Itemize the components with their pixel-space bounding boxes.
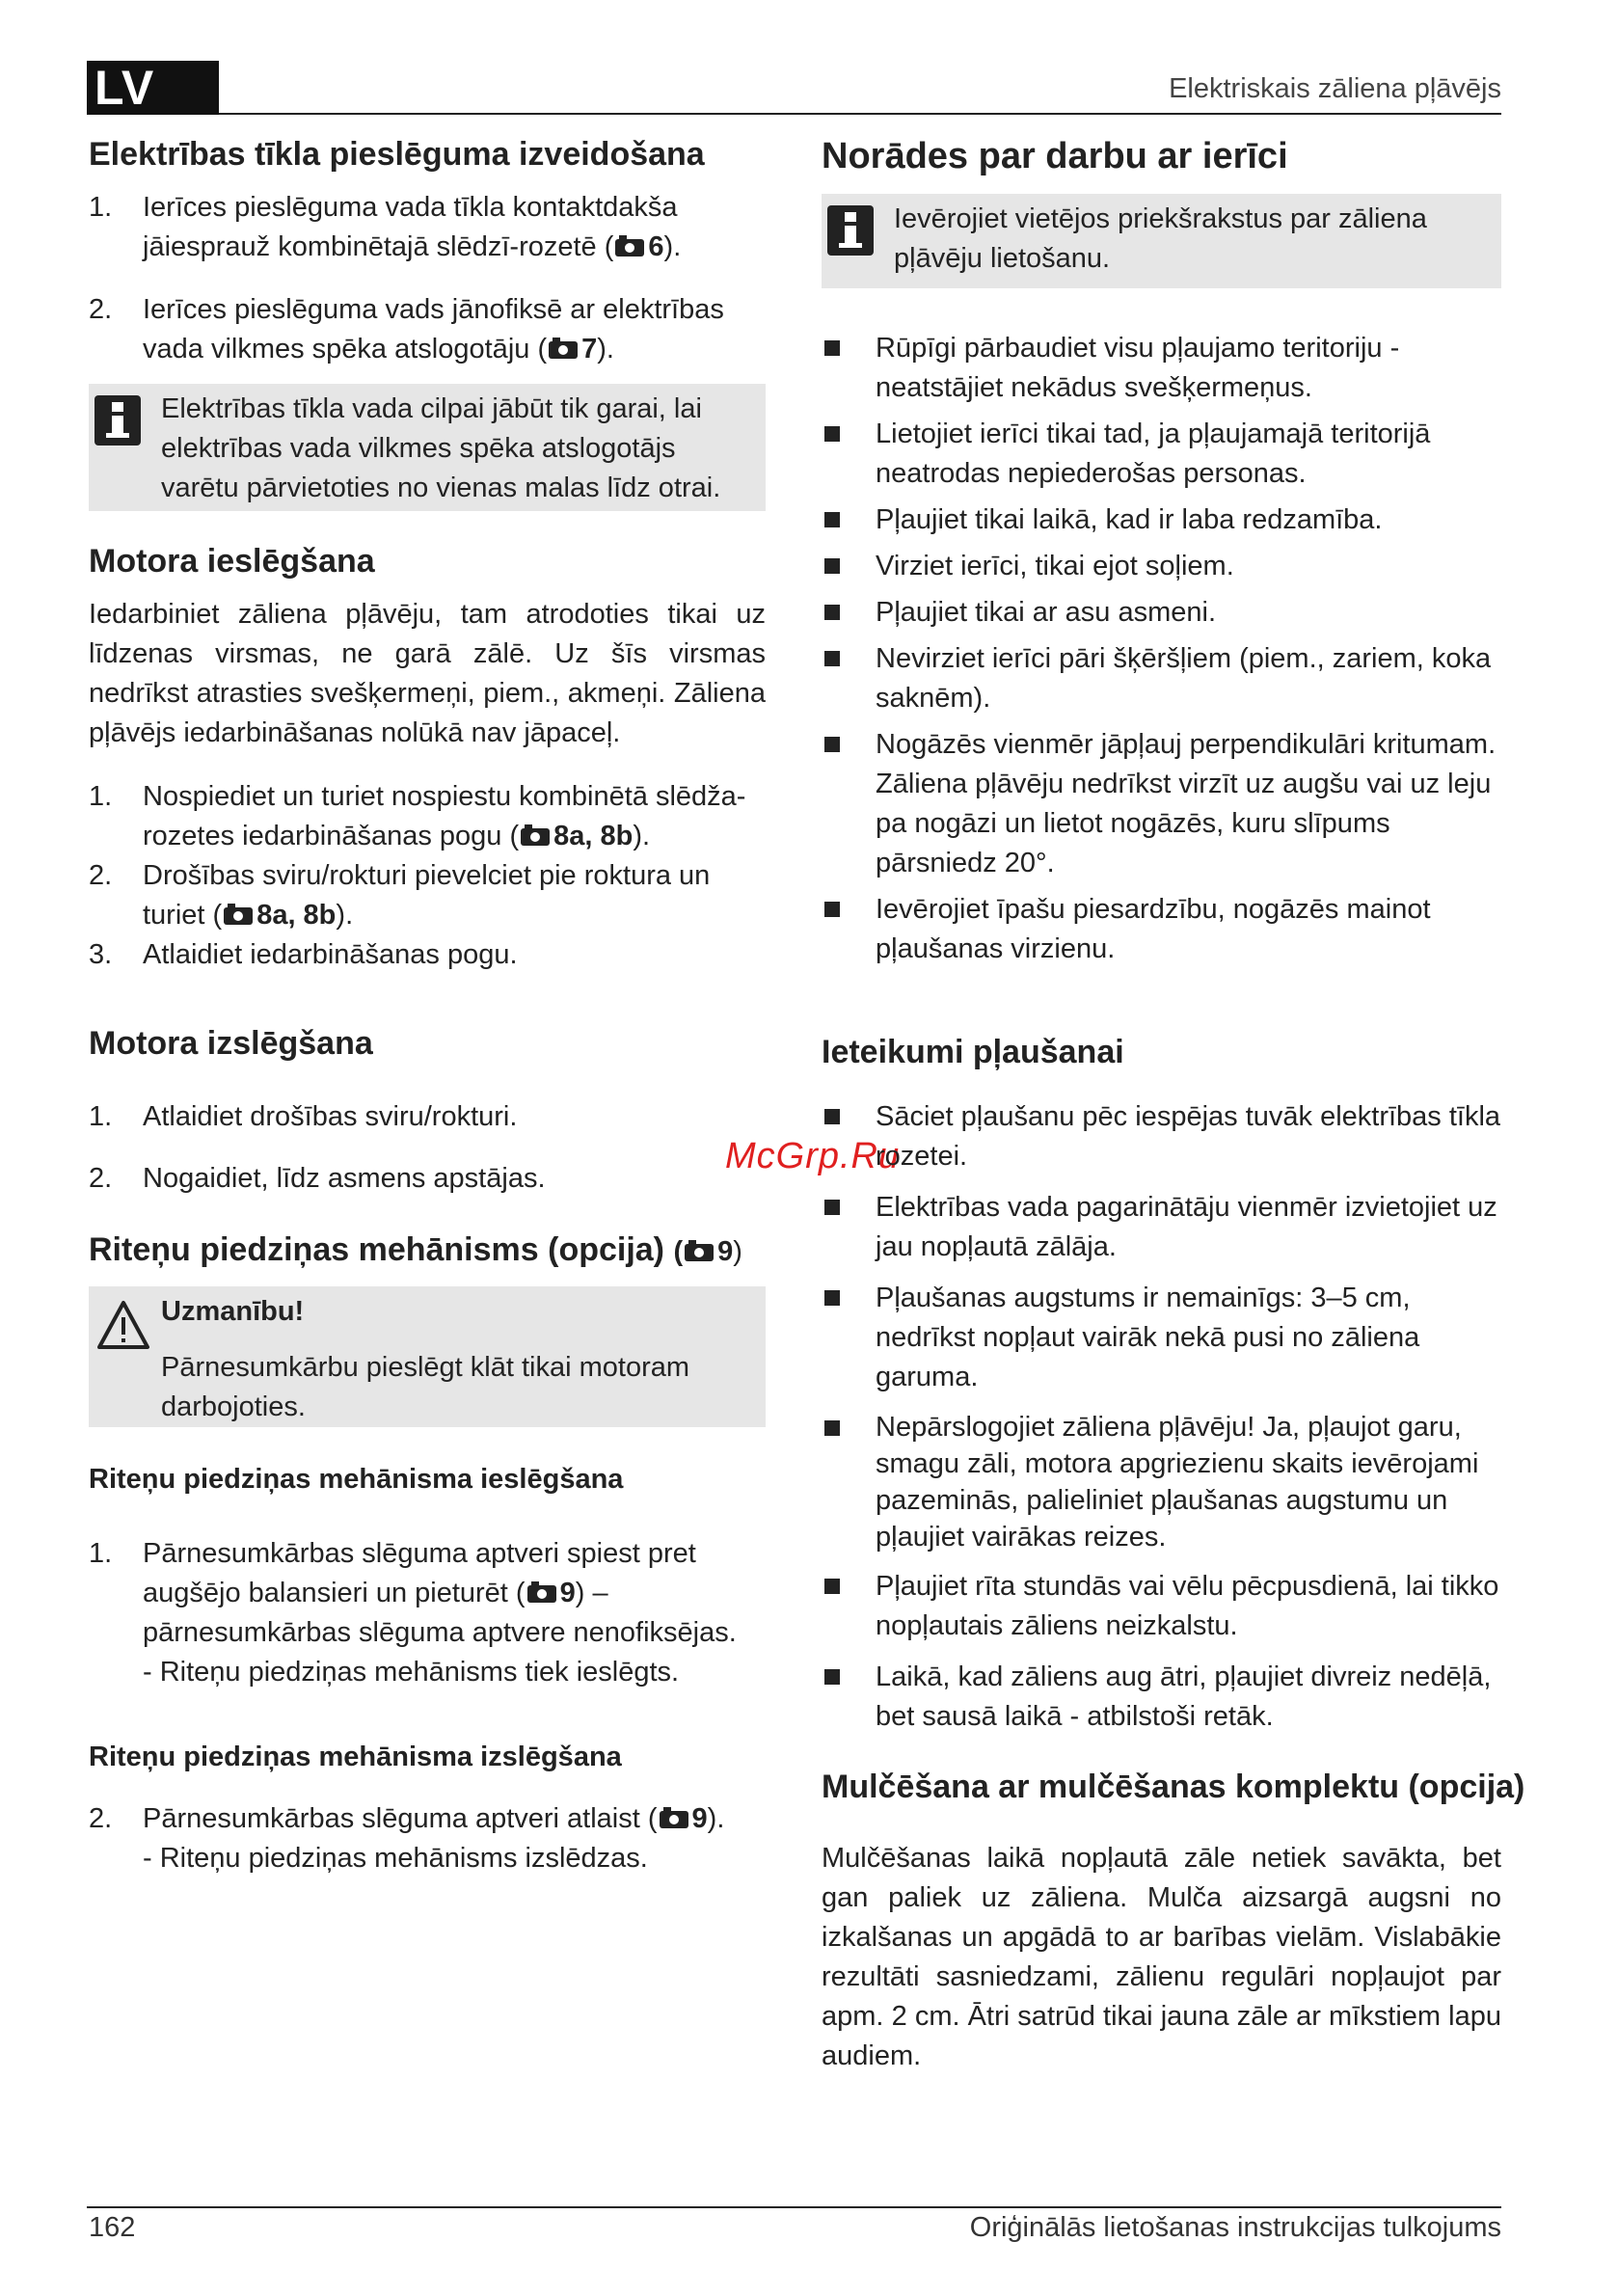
info-text: Elektrības tīkla vada cilpai jābūt tik garai, lai elektrības vada vilkmes spēka atslogotājs varētu pārvietoties no vienas malas līdz otrai. — [161, 393, 721, 503]
square-bullet-icon — [824, 605, 840, 620]
square-bullet-icon — [824, 1290, 840, 1306]
figure-ref: 9 — [691, 1803, 708, 1834]
section-heading-operating-notes: Norādes par darbu ar ierīci — [822, 136, 1288, 176]
step-note: - Riteņu piedziņas mehānisms tiek ieslēgts. — [143, 1657, 680, 1688]
step-number: 1. — [89, 1538, 113, 1569]
list-item: 1. Pārnesumkārbas slēguma aptveri spiest pret augšējo balansieri un pieturēt ( 9) – pārnesumkārbas slēguma aptvere nenofiksējas. - Riteņu piedziņas mehānisms tiek ieslēgts. — [89, 1534, 766, 1692]
wheel-drive-on-steps — [89, 1534, 766, 1692]
step-number: 1. — [89, 1101, 113, 1132]
step-note: - Riteņu piedziņas mehānisms izslēdzas. — [143, 1843, 648, 1874]
camera-icon — [615, 239, 644, 257]
list-item: Laikā, kad zāliens aug ātri, pļaujiet divreiz nedēļā, bet sausā laikā - atbilstoši retāk. — [822, 1658, 1501, 1737]
list-item: Nepārslogojiet zāliena pļāvēju! Ja, pļaujot garu, smagu zāli, motora apgriezienu skaits ievērojami pazeminās, palieliniet pļaušanas augstumu un pļaujiet vairākas reizes. — [822, 1409, 1501, 1555]
watermark: McGrp.Ru — [725, 1136, 901, 1176]
figure-ref: 7 — [581, 334, 598, 365]
figure-ref: 6 — [648, 231, 664, 262]
info-text: Ievērojiet vietējos priekšrakstus par zāliena pļāvēju lietošanu. — [894, 203, 1427, 274]
footer-rule — [87, 2206, 1501, 2208]
step-number: 2. — [89, 1163, 113, 1194]
section-heading-mains-connection: Elektrības tīkla pieslēguma izveidošana — [89, 136, 705, 173]
list-item: Sāciet pļaušanu pēc iespējas tuvāk elektrības tīkla rozetei. — [822, 1097, 1501, 1176]
motor-start-steps — [89, 777, 766, 975]
mains-connection-steps — [89, 188, 766, 369]
square-bullet-icon — [824, 651, 840, 666]
list-item: Ievērojiet īpašu piesardzību, nogāzēs mainot pļaušanas virzienu. — [822, 890, 1501, 969]
running-header-title: Elektriskais zāliena pļāvējs — [1169, 73, 1501, 104]
list-item: 1. Atlaidiet drošības sviru/rokturi. — [89, 1097, 766, 1137]
info-icon — [94, 395, 141, 446]
square-bullet-icon — [824, 1200, 840, 1215]
list-item: Pļaujiet tikai laikā, kad ir laba redzamība. — [822, 500, 1501, 540]
header-rule — [219, 113, 1501, 115]
figure-ref: 9 — [559, 1578, 576, 1608]
square-bullet-icon — [824, 512, 840, 527]
list-item: Lietojiet ierīci tikai tad, ja pļaujamajā teritorijā neatrodas nepiederošas personas. — [822, 415, 1501, 494]
section-heading-mowing-tips: Ieteikumi pļaušanai — [822, 1034, 1124, 1070]
list-item: 1. Nospiediet un turiet nospiestu kombinētā slēdža-rozetes iedarbināšanas pogu ( 8a, 8b). — [89, 777, 766, 856]
step-number: 2. — [89, 294, 113, 325]
camera-icon — [549, 341, 578, 359]
list-item: 2. Nogaidiet, līdz asmens apstājas. — [89, 1159, 766, 1199]
square-bullet-icon — [824, 558, 840, 574]
subsection-heading-wheel-drive-on: Riteņu piedziņas mehānisma ieslēgšana — [89, 1464, 624, 1495]
subsection-heading-wheel-drive-off: Riteņu piedziņas mehānisma izslēgšana — [89, 1742, 622, 1772]
info-note-cable-loop — [89, 384, 766, 511]
info-icon — [827, 205, 874, 256]
camera-icon — [660, 1811, 688, 1828]
step-number: 2. — [89, 1803, 113, 1834]
step-number: 1. — [89, 781, 113, 812]
list-item: Nogāzēs vienmēr jāpļauj perpendikulāri kritumam. Zāliena pļāvēju nedrīkst virzīt uz augšu vai uz leju pa nogāzi un lietot nogāzēs, kuru slīpums pārsniedz 20°. — [822, 725, 1501, 883]
camera-icon — [685, 1244, 714, 1261]
running-footer-title: Oriģinālās lietošanas instrukcijas tulkojums — [969, 2212, 1501, 2243]
section-heading-mulching: Mulčēšana ar mulčēšanas komplektu (opcija) — [822, 1769, 1525, 1805]
info-note-local-regulations — [822, 194, 1501, 288]
list-item: Rūpīgi pārbaudiet visu pļaujamo teritoriju - neatstājiet nekādus svešķermeņus. — [822, 329, 1501, 408]
square-bullet-icon — [824, 340, 840, 356]
motor-stop-steps — [89, 1097, 766, 1199]
page-number: 162 — [89, 2212, 136, 2243]
mulching-paragraph: Mulčēšanas laikā nopļautā zāle netiek savākta, bet gan paliek uz zāliena. Mulča aizsargā augsni no izkalšanas un apgādā to ar barības vielām. Vislabākie rezultāti sasniedzami, zālienu regulāri nopļaujot par apm. 2 cm. Ātri satrūd tikai jauna zāle ar mīkstiem lapu audiem. — [822, 1843, 1501, 2071]
step-number: 3. — [89, 939, 113, 970]
square-bullet-icon — [824, 902, 840, 917]
figure-ref: 8a, 8b — [553, 821, 634, 851]
list-item: 2. Drošības sviru/rokturi pievelciet pie roktura un turiet ( 8a, 8b). — [89, 856, 766, 935]
camera-icon — [521, 828, 550, 846]
figure-ref: 9 — [717, 1236, 734, 1267]
list-item: 2. Ierīces pieslēguma vads jānofiksē ar elektrības vada vilkmes spēka atslogotāju ( 7). — [89, 290, 766, 369]
list-item: Pļaušanas augstums ir nemainīgs: 3–5 cm, nedrīkst nopļaut vairāk nekā pusi no zāliena garuma. — [822, 1279, 1501, 1397]
square-bullet-icon — [824, 1109, 840, 1124]
step-number: 2. — [89, 860, 113, 891]
warning-triangle-icon — [96, 1300, 150, 1350]
square-bullet-icon — [824, 1579, 840, 1594]
mowing-tips-list — [822, 1097, 1501, 1737]
operating-notes-list — [822, 329, 1501, 969]
section-heading-motor-start: Motora ieslēgšana — [89, 543, 375, 580]
square-bullet-icon — [824, 1669, 840, 1685]
list-item: 3. Atlaidiet iedarbināšanas pogu. — [89, 935, 766, 975]
camera-icon — [527, 1585, 556, 1603]
wheel-drive-off-steps — [89, 1799, 766, 1878]
list-item: 1. Ierīces pieslēguma vada tīkla kontaktdakša jāiesprauž kombinētajā slēdzī-rozetē ( 6). — [89, 188, 766, 267]
step-number: 1. — [89, 192, 113, 223]
list-item: Pļaujiet rīta stundās vai vēlu pēcpusdienā, lai tikko nopļautais zāliens neizkalstu. — [822, 1567, 1501, 1646]
square-bullet-icon — [824, 426, 840, 442]
warning-text: Pārnesumkārbu pieslēgt klāt tikai motoram darbojoties. — [161, 1352, 690, 1422]
list-item: Virziet ierīci, tikai ejot soļiem. — [822, 547, 1501, 586]
square-bullet-icon — [824, 737, 840, 752]
list-item: Pļaujiet tikai ar asu asmeni. — [822, 593, 1501, 633]
motor-start-paragraph: Iedarbiniet zāliena pļāvēju, tam atrodoties tikai uz līdzenas virsmas, ne garā zālē. Uz šīs virsmas nedrīkst atrasties svešķermeņi, piem., akmeņi. Zāliena pļāvējs iedarbināšanas nolūkā nav jāpaceļ. — [89, 599, 766, 748]
figure-ref: 8a, 8b — [256, 900, 337, 931]
warning-title: Uzmanību! — [161, 1296, 305, 1327]
section-heading-motor-stop: Motora izslēgšana — [89, 1025, 373, 1062]
language-badge: LV — [87, 61, 219, 115]
list-item: Nevirziet ierīci pāri šķēršļiem (piem., zariem, koka saknēm). — [822, 639, 1501, 718]
warning-note-gearbox — [89, 1286, 766, 1427]
square-bullet-icon — [824, 1420, 840, 1436]
list-item: Elektrības vada pagarinātāju vienmēr izvietojiet uz jau nopļautā zālāja. — [822, 1188, 1501, 1267]
section-heading-wheel-drive: Riteņu piedziņas mehānisms (opcija) ( 9) — [89, 1231, 742, 1268]
list-item: 2. Pārnesumkārbas slēguma aptveri atlaist ( 9). - Riteņu piedziņas mehānisms izslēdzas. — [89, 1799, 766, 1878]
camera-icon — [224, 907, 253, 925]
